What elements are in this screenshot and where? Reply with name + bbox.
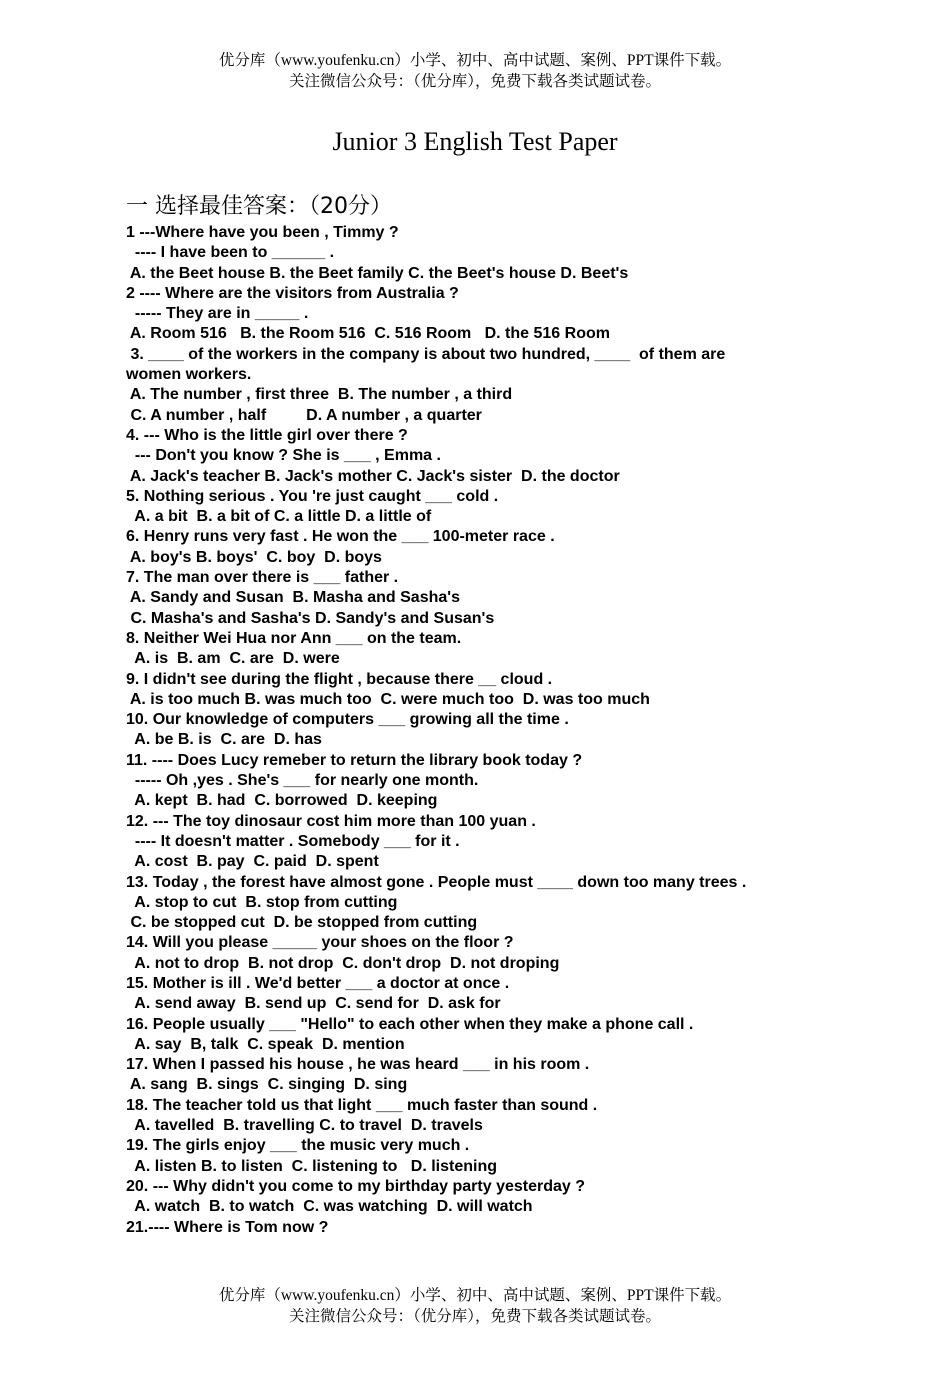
question-line: ---- It doesn't matter . Somebody ___ for it . bbox=[126, 832, 460, 850]
question-line: 6. Henry runs very fast . He won the ___ 100-meter race . bbox=[126, 528, 555, 546]
question-line: A. The number , first three B. The number , a third bbox=[126, 386, 513, 404]
question-line: 5. Nothing serious . You 're just caught ___ cold . bbox=[126, 487, 499, 505]
question-line: A. the Beet house B. the Beet family C. the Beet's house D. Beet's bbox=[126, 264, 629, 282]
question-line: A. Room 516 B. the Room 516 C. 516 Room D. the 516 Room bbox=[126, 325, 610, 343]
question-line: A. say B, talk C. speak D. mention bbox=[126, 1035, 405, 1053]
question-line: ----- Oh ,yes . She's ___ for nearly one month. bbox=[126, 772, 479, 790]
question-line: 10. Our knowledge of computers ___ growing all the time . bbox=[126, 711, 569, 729]
header-line-1: 优分库（www.youfenku.cn）小学、初中、高中试题、案例、PPT课件下载。 bbox=[218, 52, 732, 69]
question-line: 15. Mother is ill . We'd better ___ a doctor at once . bbox=[126, 974, 510, 992]
question-line: C. A number , half D. A number , a quarter bbox=[126, 406, 482, 424]
question-line: A. is too much B. was much too C. were much too D. was too much bbox=[126, 690, 650, 708]
question-line: A. a bit B. a bit of C. a little D. a little of bbox=[126, 508, 432, 526]
question-line: A. send away B. send up C. send for D. ask for bbox=[126, 995, 501, 1013]
question-line: 12. --- The toy dinosaur cost him more than 100 yuan . bbox=[126, 812, 536, 830]
question-line: A. stop to cut B. stop from cutting bbox=[126, 893, 398, 911]
question-line: C. Masha's and Sasha's D. Sandy's and Susan's bbox=[126, 609, 495, 627]
question-line: --- Don't you know ? She is ___ , Emma . bbox=[126, 447, 441, 465]
question-line: 11. ---- Does Lucy remeber to return the library book today ? bbox=[126, 751, 583, 769]
question-line: 8. Neither Wei Hua nor Ann ___ on the team. bbox=[126, 629, 462, 647]
question-line: 16. People usually ___ "Hello" to each other when they make a phone call . bbox=[126, 1015, 694, 1033]
question-line: 20. --- Why didn't you come to my birthday party yesterday ? bbox=[126, 1177, 585, 1195]
question-line: 13. Today , the forest have almost gone . People must ____ down too many trees . bbox=[126, 873, 747, 891]
footer-line-1: 优分库（www.youfenku.cn）小学、初中、高中试题、案例、PPT课件下载。 bbox=[218, 1287, 732, 1304]
header-line-2: 关注微信公众号：（优分库），免费下载各类试题试卷。 bbox=[288, 73, 661, 90]
question-line: 21.---- Where is Tom now ? bbox=[126, 1218, 329, 1236]
question-line: 14. Will you please _____ your shoes on the floor ? bbox=[126, 934, 514, 952]
question-line: 3. ____ of the workers in the company is about two hundred, ____ of them are bbox=[126, 345, 726, 363]
section-heading: 一 选择最佳答案：（20分） bbox=[126, 194, 392, 219]
question-line: A. cost B. pay C. paid D. spent bbox=[126, 853, 379, 871]
question-line: 7. The man over there is ___ father . bbox=[126, 569, 399, 587]
question-line: A. be B. is C. are D. has bbox=[126, 731, 322, 749]
question-line: A. is B. am C. are D. were bbox=[126, 650, 340, 668]
question-line: 9. I didn't see during the flight , because there __ cloud . bbox=[126, 670, 553, 688]
question-line: 2 ---- Where are the visitors from Australia ? bbox=[126, 284, 459, 302]
question-line: A. boy's B. boys' C. boy D. boys bbox=[126, 548, 382, 566]
question-line: A. watch B. to watch C. was watching D. will watch bbox=[126, 1198, 533, 1216]
page-footer bbox=[0, 1285, 950, 1327]
question-line: C. be stopped cut D. be stopped from cutting bbox=[126, 914, 478, 932]
question-line: 1 ---Where have you been , Timmy ? bbox=[126, 224, 399, 241]
page-header bbox=[0, 50, 950, 92]
question-line: ----- They are in _____ . bbox=[126, 305, 309, 323]
question-line: A. listen B. to listen C. listening to D. listening bbox=[126, 1157, 497, 1175]
question-line: A. tavelled B. travelling C. to travel D. travels bbox=[126, 1117, 483, 1135]
footer-line-2: 关注微信公众号：（优分库），免费下载各类试题试卷。 bbox=[288, 1308, 661, 1325]
question-line: 19. The girls enjoy ___ the music very much . bbox=[126, 1137, 470, 1155]
question-line: 18. The teacher told us that light ___ much faster than sound . bbox=[126, 1096, 598, 1114]
question-line: 4. --- Who is the little girl over there ? bbox=[126, 426, 408, 444]
question-line: ---- I have been to ______ . bbox=[126, 244, 335, 262]
question-line: 17. When I passed his house , he was heard ___ in his room . bbox=[126, 1056, 590, 1074]
question-line: A. Sandy and Susan B. Masha and Sasha's bbox=[126, 589, 460, 607]
question-line: A. not to drop B. not drop C. don't drop D. not droping bbox=[126, 954, 560, 972]
question-line: A. sang B. sings C. singing D. sing bbox=[126, 1076, 408, 1094]
question-line: A. kept B. had C. borrowed D. keeping bbox=[126, 792, 438, 810]
question-list bbox=[126, 223, 846, 1238]
question-line: A. Jack's teacher B. Jack's mother C. Jack's sister D. the doctor bbox=[126, 467, 620, 485]
question-line: women workers. bbox=[126, 366, 252, 384]
document-title: Junior 3 English Test Paper bbox=[332, 127, 618, 156]
